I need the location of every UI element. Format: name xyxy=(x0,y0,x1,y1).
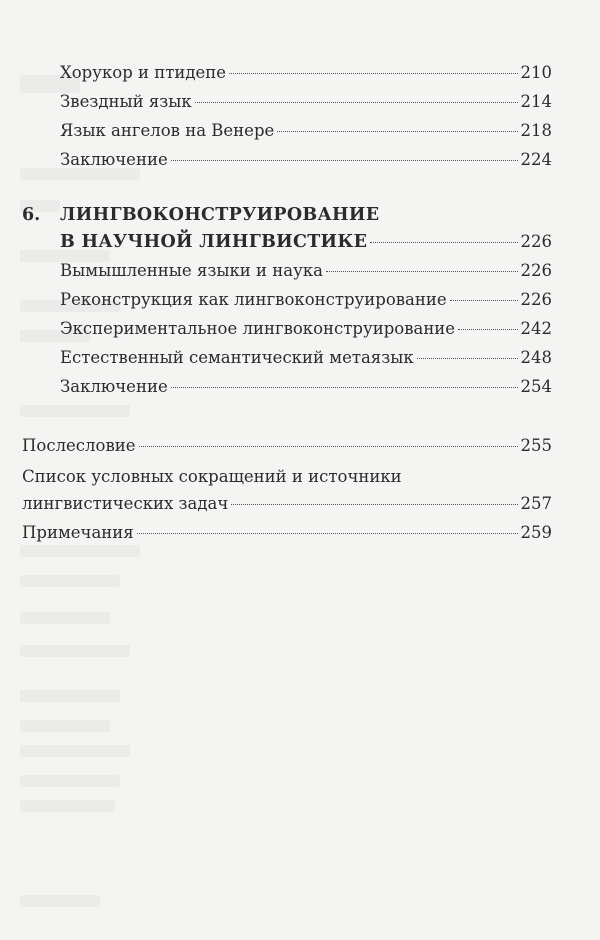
leader-dots xyxy=(171,387,518,388)
toc-entry xyxy=(60,259,552,283)
chapter-title-line1: ЛИНГВОКОНСТРУИРОВАНИЕ xyxy=(60,205,380,225)
toc-entry-page: 259 xyxy=(520,523,552,542)
toc-entry-title: Примечания xyxy=(22,523,134,542)
toc-entry-page: 254 xyxy=(520,377,552,396)
toc-entry-page: 226 xyxy=(520,261,552,280)
toc-entry-page: 242 xyxy=(520,319,552,338)
toc-entry-title: лингвистических задач xyxy=(22,494,229,513)
toc-entry-abbrev xyxy=(22,492,552,516)
leader-dots xyxy=(139,446,518,447)
toc-entry-page: 226 xyxy=(520,290,552,309)
leader-dots xyxy=(231,504,517,505)
toc-entry-afterword xyxy=(22,434,552,458)
chapter-number: 6. xyxy=(22,205,41,225)
toc-entry xyxy=(60,119,552,143)
toc-entry xyxy=(60,346,552,370)
toc-entry-title: Реконструкция как лингвоконструирование xyxy=(60,290,447,309)
toc-entry-page: 224 xyxy=(520,150,552,169)
leader-dots xyxy=(195,102,518,103)
toc-entry-title: Заключение xyxy=(60,377,168,396)
toc-entry-page: 218 xyxy=(520,121,552,140)
leader-dots xyxy=(229,73,517,74)
toc-entry-page: 210 xyxy=(520,63,552,82)
toc-entry-title: Заключение xyxy=(60,150,168,169)
leader-dots xyxy=(171,160,518,161)
chapter-page: 226 xyxy=(520,232,552,251)
chapter-title-line2: В НАУЧНОЙ ЛИНГВИСТИКЕ xyxy=(60,232,368,252)
leader-dots xyxy=(277,131,517,132)
leader-dots xyxy=(458,329,517,330)
toc-entry-page: 257 xyxy=(520,494,552,513)
chapter-title-entry xyxy=(60,230,552,254)
toc-entry-title: Экспериментальное лингвоконструирование xyxy=(60,319,456,338)
toc-entry-page: 255 xyxy=(520,436,552,455)
leader-dots xyxy=(450,300,518,301)
toc-entry xyxy=(60,61,552,85)
toc-entry xyxy=(60,288,552,312)
leader-dots xyxy=(370,242,517,243)
leader-dots xyxy=(417,358,518,359)
toc-entry-title: Хорукор и птидепе xyxy=(60,63,227,82)
leader-dots xyxy=(137,533,518,534)
toc-entry xyxy=(60,375,552,399)
toc-entry xyxy=(60,148,552,172)
toc-entry-abbrev-line1: Список условных сокращений и источники xyxy=(22,467,402,486)
toc-entry-notes xyxy=(22,521,552,545)
toc-entry-title: Естественный семантический метаязык xyxy=(60,348,414,367)
leader-dots xyxy=(326,271,518,272)
toc-entry-title: Язык ангелов на Венере xyxy=(60,121,275,140)
toc-entry-title: Послесловие xyxy=(22,436,136,455)
toc-entry-title: Вымышленные языки и наука xyxy=(60,261,323,280)
toc-entry-page: 248 xyxy=(520,348,552,367)
toc-entry-title: Звездный язык xyxy=(60,92,192,111)
toc-entry xyxy=(60,90,552,114)
toc-entry xyxy=(60,317,552,341)
toc-entry-page: 214 xyxy=(520,92,552,111)
